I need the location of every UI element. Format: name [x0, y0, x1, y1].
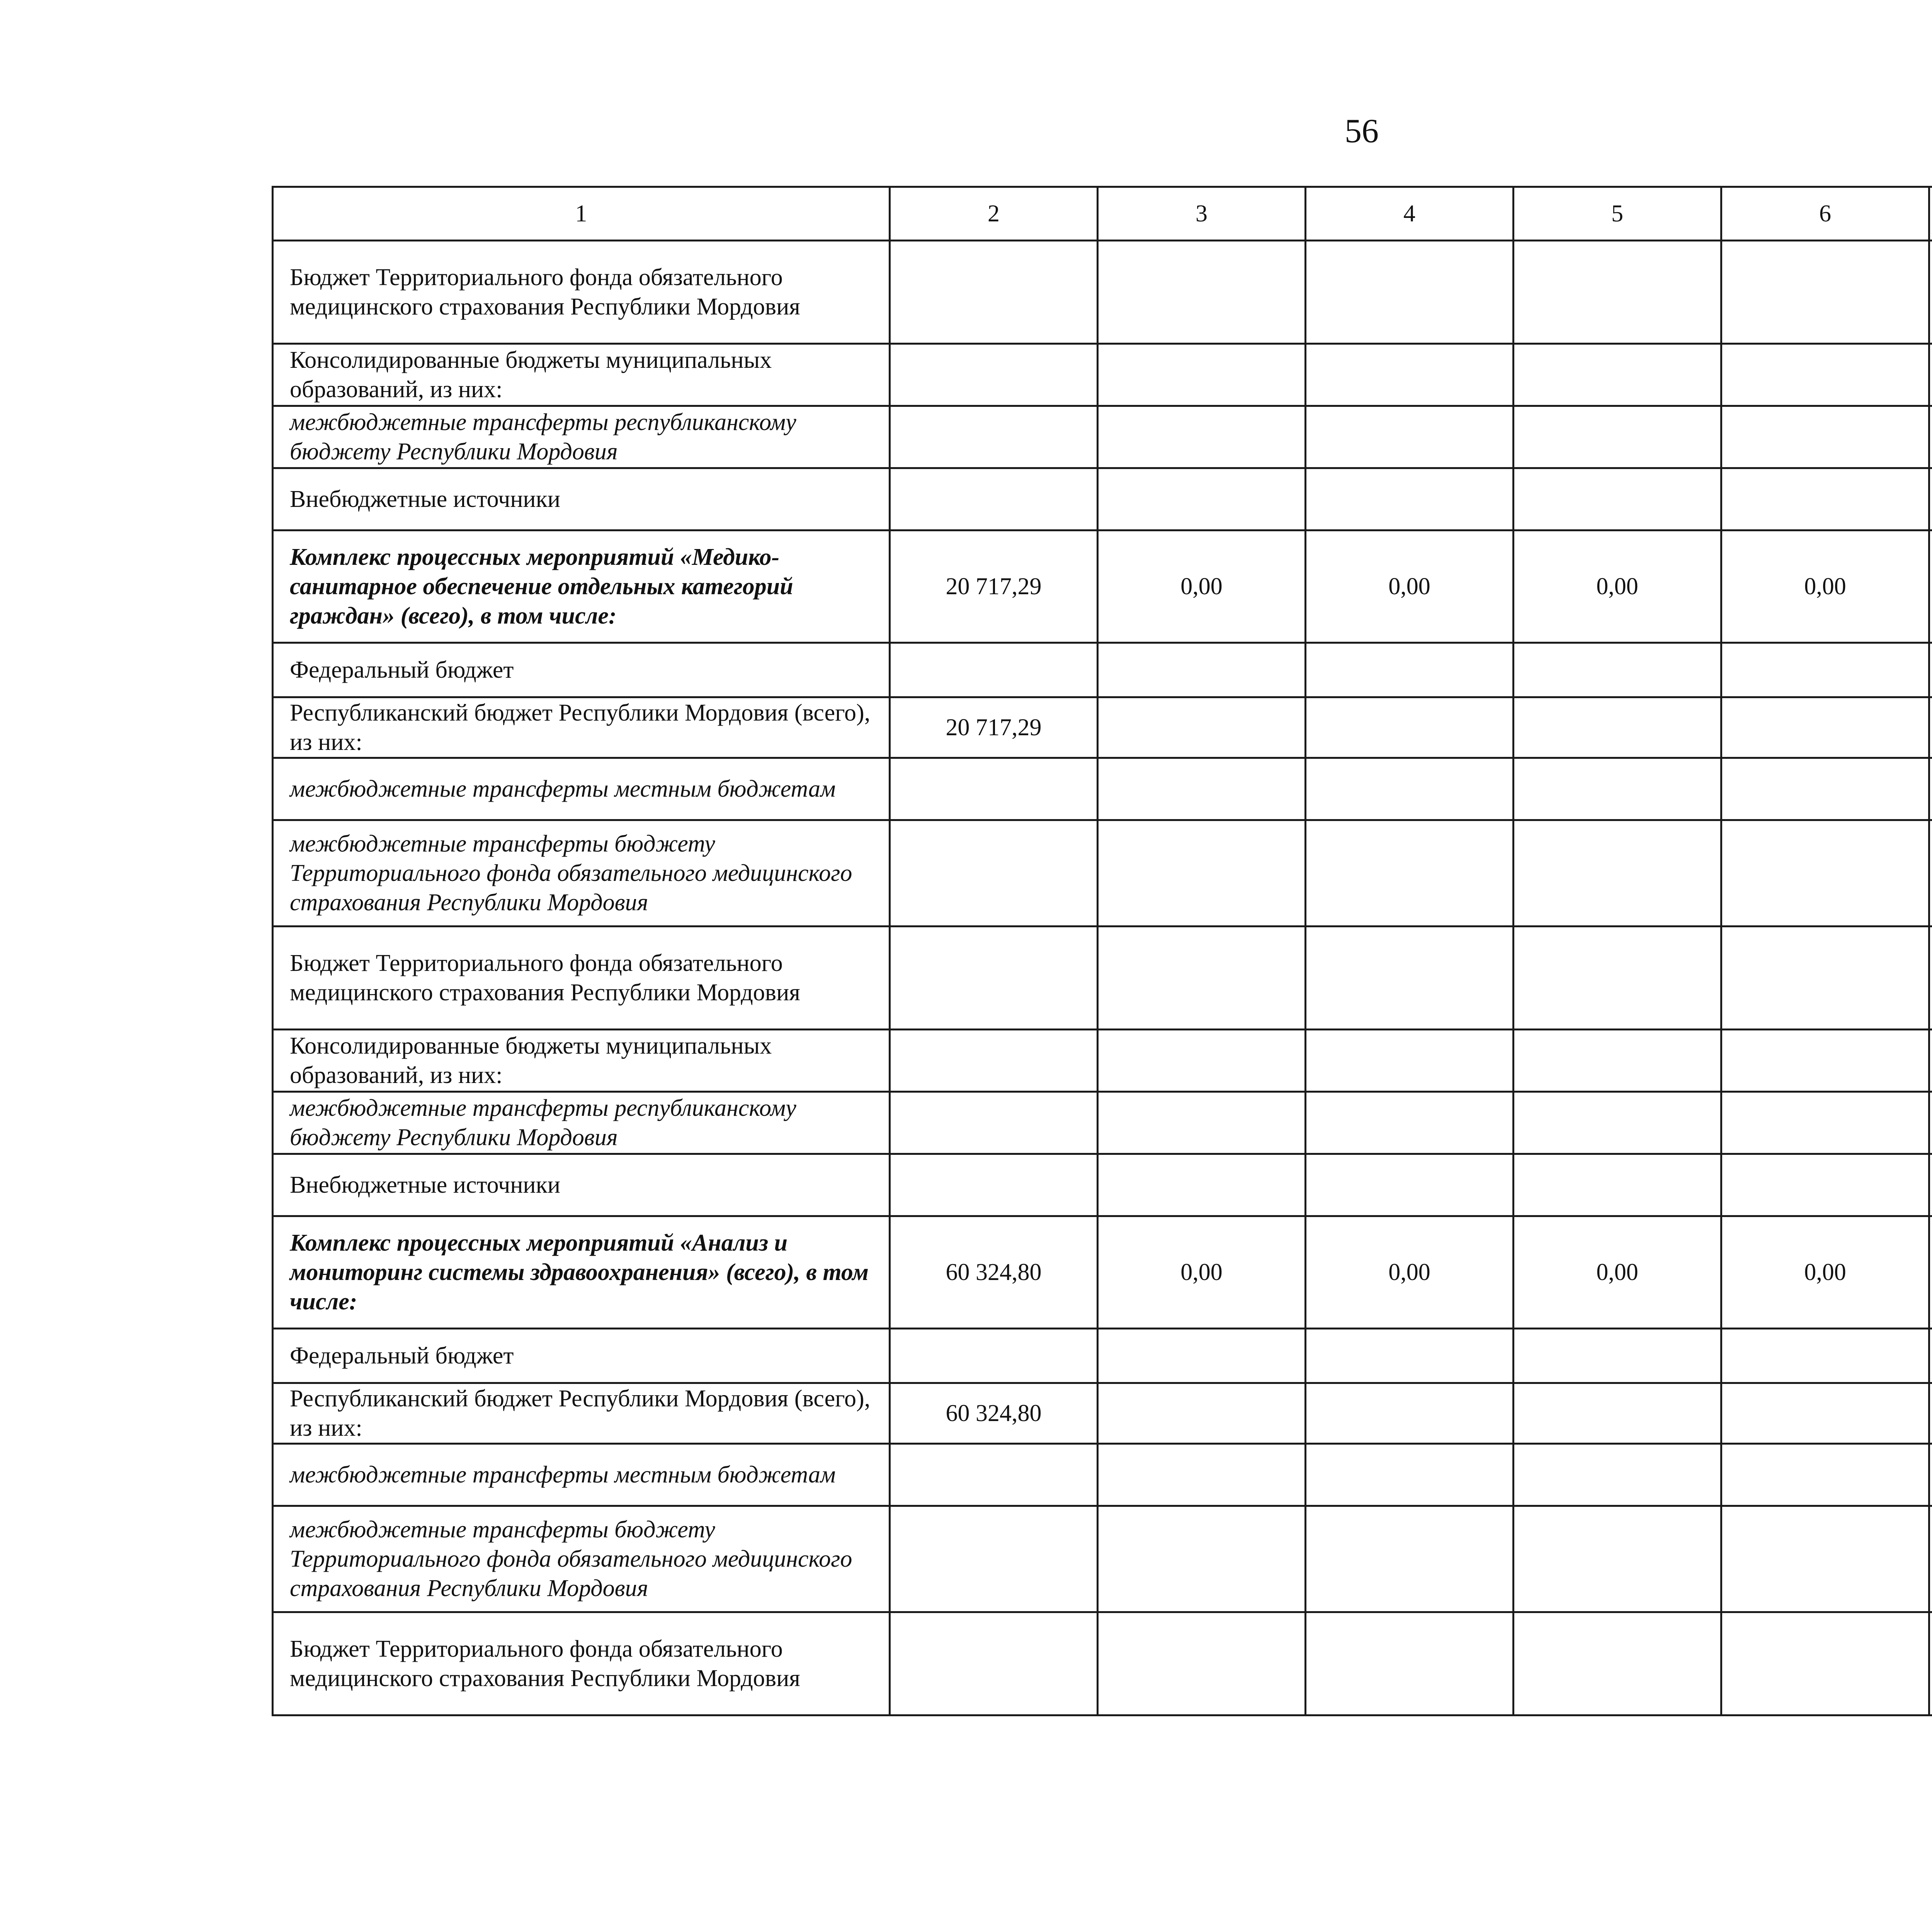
row-label: Бюджет Территориального фонда обязательного медицинского страхования Республики Мордовия [273, 1612, 890, 1715]
value-cell [1514, 1444, 1721, 1506]
value-cell [890, 241, 1098, 344]
value-cell [890, 926, 1098, 1030]
table-body [273, 187, 1932, 1715]
value-cell [1098, 758, 1306, 820]
value-cell [1929, 1030, 1932, 1092]
value-cell [1306, 1444, 1514, 1506]
value-cell [1306, 1506, 1514, 1612]
row-label: Комплекс процессных мероприятий «Анализ и мониторинг системы здравоохранения» (всего), в том числе: [273, 1216, 890, 1329]
table-row [273, 926, 1932, 1030]
value-cell [1721, 241, 1929, 344]
value-cell [1929, 406, 1932, 468]
value-cell [1514, 1329, 1721, 1383]
row-label: межбюджетные трансферты местным бюджетам [273, 758, 890, 820]
value-cell [890, 758, 1098, 820]
value-cell [1929, 643, 1932, 697]
table-row [273, 1030, 1932, 1092]
value-cell: 0,00 [1721, 1216, 1929, 1329]
value-cell [1098, 1444, 1306, 1506]
value-cell [1306, 758, 1514, 820]
value-cell [1721, 758, 1929, 820]
value-cell [1098, 1030, 1306, 1092]
table-row [273, 1506, 1932, 1612]
value-cell [1721, 1329, 1929, 1383]
value-cell: 0,00 [1306, 530, 1514, 643]
row-label: межбюджетные трансферты республиканскому бюджету Республики Мордовия [273, 406, 890, 468]
table-row [273, 530, 1932, 643]
table-row [273, 241, 1932, 344]
value-cell [1098, 344, 1306, 406]
value-cell [1721, 1506, 1929, 1612]
column-header [1929, 187, 1932, 241]
value-cell: 60 324,80 [890, 1216, 1098, 1329]
value-cell [1929, 1154, 1932, 1216]
value-cell [1306, 241, 1514, 344]
value-cell [1929, 758, 1932, 820]
value-cell [1306, 1329, 1514, 1383]
value-cell [890, 820, 1098, 926]
value-cell: 0,00 [1514, 1216, 1721, 1329]
value-cell [1098, 643, 1306, 697]
table-row [273, 697, 1932, 758]
value-cell [1929, 241, 1932, 344]
value-cell [1306, 1092, 1514, 1154]
table-row [273, 468, 1932, 530]
value-cell [890, 1506, 1098, 1612]
value-cell [1929, 926, 1932, 1030]
column-header: 1 [273, 187, 890, 241]
value-cell [1721, 820, 1929, 926]
value-cell: 0,00 [1098, 530, 1306, 643]
row-label: Республиканский бюджет Республики Мордовия (всего), из них: [273, 697, 890, 758]
value-cell [1721, 406, 1929, 468]
value-cell [1514, 820, 1721, 926]
value-cell [1098, 926, 1306, 1030]
value-cell [1929, 697, 1932, 758]
value-cell [890, 1444, 1098, 1506]
value-cell [1929, 1612, 1932, 1715]
row-label: Республиканский бюджет Республики Мордовия (всего), из них: [273, 1383, 890, 1444]
value-cell [1098, 1506, 1306, 1612]
value-cell [1098, 820, 1306, 926]
column-number-header-row [273, 187, 1932, 241]
value-cell [890, 1030, 1098, 1092]
value-cell [1098, 697, 1306, 758]
value-cell [1721, 1092, 1929, 1154]
row-label: межбюджетные трансферты местным бюджетам [273, 1444, 890, 1506]
table-row [273, 406, 1932, 468]
value-cell [1514, 926, 1721, 1030]
value-cell [1721, 1030, 1929, 1092]
value-cell [1098, 1092, 1306, 1154]
value-cell [1514, 468, 1721, 530]
table-row [273, 344, 1932, 406]
row-label: Федеральный бюджет [273, 1329, 890, 1383]
value-cell [1929, 1506, 1932, 1612]
value-cell [1929, 1444, 1932, 1506]
value-cell [1306, 344, 1514, 406]
value-cell [890, 1092, 1098, 1154]
value-cell [890, 1154, 1098, 1216]
value-cell [890, 344, 1098, 406]
value-cell [1514, 1383, 1721, 1444]
value-cell [1929, 1329, 1932, 1383]
value-cell: 0,00 [1098, 1216, 1306, 1329]
row-label: Федеральный бюджет [273, 643, 890, 697]
value-cell [1514, 697, 1721, 758]
row-label: Комплекс процессных мероприятий «Медико-санитарное обеспечение отдельных категорий граждан» (всего), в том числе: [273, 530, 890, 643]
value-cell [1721, 1444, 1929, 1506]
row-label: Внебюджетные источники [273, 1154, 890, 1216]
row-label: межбюджетные трансферты бюджету Территориального фонда обязательного медицинского страхования Республики Мордовия [273, 1506, 890, 1612]
value-cell [1306, 643, 1514, 697]
value-cell [1514, 643, 1721, 697]
value-cell [1514, 1154, 1721, 1216]
row-label: межбюджетные трансферты бюджету Территориального фонда обязательного медицинского страхования Республики Мордовия [273, 820, 890, 926]
table-row [273, 1444, 1932, 1506]
value-cell [1721, 697, 1929, 758]
value-cell [1929, 1092, 1932, 1154]
budget-table [272, 186, 1932, 1716]
value-cell [1098, 1154, 1306, 1216]
table-row [273, 1092, 1932, 1154]
table-row [273, 820, 1932, 926]
value-cell [1721, 344, 1929, 406]
value-cell [890, 1612, 1098, 1715]
value-cell [890, 643, 1098, 697]
value-cell [1514, 406, 1721, 468]
value-cell [1929, 530, 1932, 643]
value-cell [1514, 1506, 1721, 1612]
column-header: 4 [1306, 187, 1514, 241]
value-cell [1514, 1612, 1721, 1715]
table-row [273, 1612, 1932, 1715]
value-cell [1098, 1383, 1306, 1444]
value-cell [1929, 344, 1932, 406]
table-row [273, 1154, 1932, 1216]
value-cell [1929, 468, 1932, 530]
column-header: 3 [1098, 187, 1306, 241]
value-cell: 60 324,80 [890, 1383, 1098, 1444]
value-cell [1306, 697, 1514, 758]
value-cell: 0,00 [1306, 1216, 1514, 1329]
row-label: Бюджет Территориального фонда обязательного медицинского страхования Республики Мордовия [273, 926, 890, 1030]
value-cell [1721, 1612, 1929, 1715]
value-cell [1306, 1383, 1514, 1444]
value-cell [1098, 406, 1306, 468]
value-cell [1514, 758, 1721, 820]
value-cell [1306, 468, 1514, 530]
table-row [273, 643, 1932, 697]
value-cell [1721, 468, 1929, 530]
page-number: 56 [1345, 112, 1379, 150]
value-cell [1514, 1030, 1721, 1092]
column-header: 2 [890, 187, 1098, 241]
value-cell [1306, 926, 1514, 1030]
value-cell: 20 717,29 [890, 530, 1098, 643]
row-label: Консолидированные бюджеты муниципальных образований, из них: [273, 1030, 890, 1092]
value-cell [1929, 1383, 1932, 1444]
value-cell [1098, 468, 1306, 530]
value-cell [1306, 406, 1514, 468]
value-cell [1098, 1612, 1306, 1715]
table-row [273, 1383, 1932, 1444]
value-cell [1929, 820, 1932, 926]
value-cell: 0,00 [1721, 530, 1929, 643]
row-label: Бюджет Территориального фонда обязательного медицинского страхования Республики Мордовия [273, 241, 890, 344]
column-header: 6 [1721, 187, 1929, 241]
value-cell [890, 1329, 1098, 1383]
value-cell [1306, 820, 1514, 926]
table-row [273, 1329, 1932, 1383]
value-cell [1721, 643, 1929, 697]
row-label: Консолидированные бюджеты муниципальных образований, из них: [273, 344, 890, 406]
value-cell: 20 717,29 [890, 697, 1098, 758]
value-cell [1098, 1329, 1306, 1383]
value-cell [1098, 241, 1306, 344]
value-cell [890, 406, 1098, 468]
value-cell [1306, 1612, 1514, 1715]
table-row [273, 1216, 1932, 1329]
table-row [273, 758, 1932, 820]
value-cell [1514, 344, 1721, 406]
value-cell [1514, 1092, 1721, 1154]
value-cell [1306, 1154, 1514, 1216]
row-label: Внебюджетные источники [273, 468, 890, 530]
value-cell [1514, 241, 1721, 344]
value-cell [1929, 1216, 1932, 1329]
row-label: межбюджетные трансферты республиканскому бюджету Республики Мордовия [273, 1092, 890, 1154]
value-cell [1721, 1383, 1929, 1444]
value-cell [890, 468, 1098, 530]
value-cell [1721, 926, 1929, 1030]
value-cell [1721, 1154, 1929, 1216]
value-cell: 0,00 [1514, 530, 1721, 643]
column-header: 5 [1514, 187, 1721, 241]
value-cell [1306, 1030, 1514, 1092]
